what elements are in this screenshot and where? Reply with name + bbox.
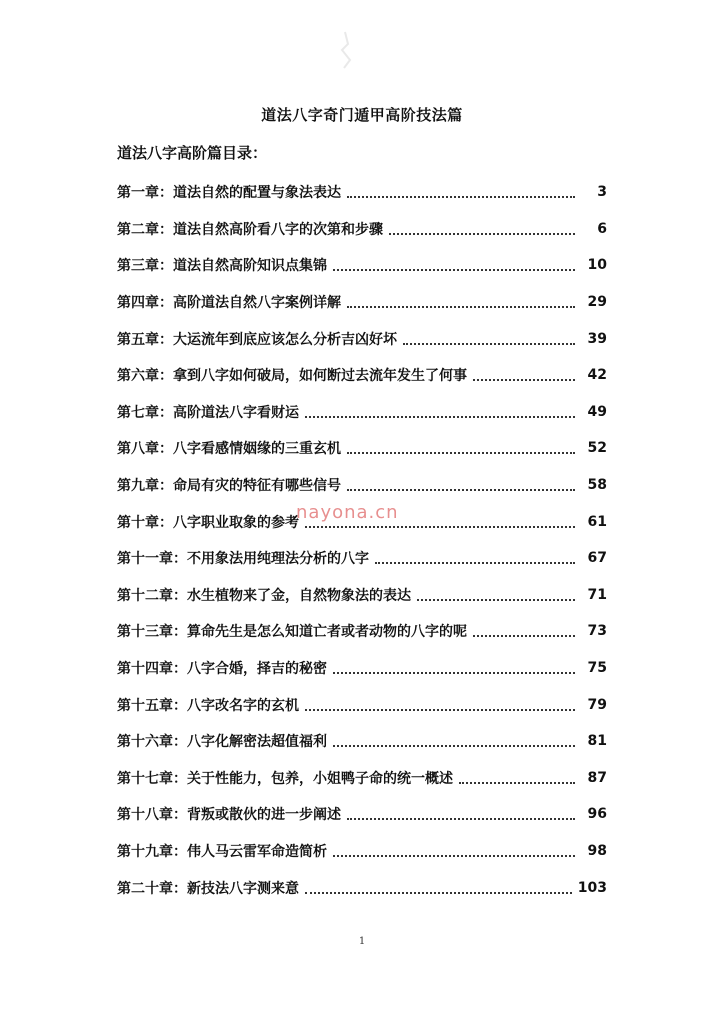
toc-chapter-label: 第十五章：	[117, 697, 187, 714]
toc-chapter-label: 第二十章：	[117, 880, 187, 897]
toc-chapter-title: 新技法八字测来意	[187, 880, 299, 897]
toc-chapter-title: 算命先生是怎么知道亡者或者动物的八字的呢	[187, 624, 467, 641]
toc-page-number: 87	[587, 769, 607, 786]
toc-entry[interactable]	[117, 320, 607, 357]
toc-chapter-label: 第十八章：	[117, 807, 187, 824]
toc-entry[interactable]	[117, 394, 607, 431]
toc-dot-leader	[459, 768, 575, 784]
toc-page-number: 61	[587, 513, 607, 530]
toc-page-number: 6	[597, 220, 607, 237]
toc-chapter-label: 第五章：	[117, 331, 173, 348]
toc-page-number: 98	[587, 842, 607, 859]
toc-entry[interactable]	[117, 613, 607, 650]
toc-chapter-title: 八字合婚，择吉的秘密	[187, 661, 327, 678]
toc-entry[interactable]	[117, 577, 607, 614]
toc-page-number: 96	[587, 806, 607, 823]
toc-dot-leader	[333, 658, 575, 674]
toc-dot-leader	[333, 841, 575, 857]
toc-chapter-label: 第十九章：	[117, 843, 187, 860]
toc-entry[interactable]	[117, 467, 607, 504]
toc-chapter-title: 八字改名字的玄机	[187, 697, 299, 714]
toc-page-number: 39	[587, 330, 607, 347]
toc-dot-leader	[305, 402, 575, 418]
toc-entry[interactable]	[117, 284, 607, 321]
toc-chapter-title: 道法自然高阶看八字的次第和步骤	[173, 221, 383, 238]
toc-chapter-title: 水生植物来了金，自然物象法的表达	[187, 587, 411, 604]
toc-page-number: 75	[587, 660, 607, 677]
toc-entry[interactable]	[117, 796, 607, 833]
toc-dot-leader	[375, 548, 575, 564]
toc-chapter-label: 第十一章：	[117, 551, 187, 568]
toc-chapter-label: 第六章：	[117, 368, 173, 385]
toc-chapter-label: 第二章：	[117, 221, 173, 238]
watermark-text: nayona.cn	[296, 502, 399, 523]
toc-chapter-label: 第十章：	[117, 514, 173, 531]
toc-chapter-title: 道法自然的配置与象法表达	[173, 185, 341, 202]
toc-chapter-title: 关于性能力，包养，小姐鸭子命的统一概述	[187, 770, 453, 787]
toc-page-number: 67	[587, 550, 607, 567]
toc-entry[interactable]	[117, 686, 607, 723]
toc-page-number: 49	[587, 403, 607, 420]
toc-chapter-label: 第九章：	[117, 478, 173, 495]
toc-entry[interactable]	[117, 174, 607, 211]
toc-entry[interactable]	[117, 723, 607, 760]
toc-dot-leader	[403, 329, 575, 345]
toc-dot-leader	[347, 804, 575, 820]
toc-chapter-title: 不用象法用纯理法分析的八字	[187, 551, 369, 568]
toc-chapter-title: 拿到八字如何破局，如何断过去流年发生了何事	[173, 368, 467, 385]
toc-page-number: 52	[587, 440, 607, 457]
toc-dot-leader	[347, 438, 575, 454]
toc-chapter-label: 第八章：	[117, 441, 173, 458]
toc-chapter-title: 八字化解密法超值福利	[187, 734, 327, 751]
toc-chapter-title: 大运流年到底应该怎么分析吉凶好坏	[173, 331, 397, 348]
toc-page-number: 73	[587, 623, 607, 640]
toc-entry[interactable]	[117, 833, 607, 870]
toc-heading: 道法八字高阶篇目录：	[117, 144, 268, 162]
toc-entry[interactable]	[117, 247, 607, 284]
toc-chapter-title: 伟人马云雷军命造简析	[187, 843, 327, 860]
toc-dot-leader	[389, 219, 575, 235]
toc-dot-leader	[347, 475, 575, 491]
toc-dot-leader	[347, 182, 575, 198]
toc-chapter-label: 第三章：	[117, 258, 173, 275]
toc-chapter-title: 背叛或散伙的进一步阐述	[187, 807, 341, 824]
toc-chapter-label: 第十三章：	[117, 624, 187, 641]
toc-dot-leader	[347, 292, 575, 308]
toc-page-number: 58	[587, 477, 607, 494]
table-of-contents	[117, 174, 607, 906]
toc-entry[interactable]	[117, 211, 607, 248]
toc-entry[interactable]	[117, 760, 607, 797]
toc-dot-leader	[333, 731, 575, 747]
toc-chapter-label: 第一章：	[117, 185, 173, 202]
toc-entry[interactable]	[117, 650, 607, 687]
toc-dot-leader	[473, 365, 575, 381]
toc-chapter-title: 命局有灾的特征有哪些信号	[173, 478, 341, 495]
toc-entry[interactable]	[117, 357, 607, 394]
toc-entry[interactable]	[117, 869, 607, 906]
toc-page-number: 3	[597, 184, 607, 201]
toc-dot-leader	[417, 585, 575, 601]
toc-chapter-title: 高阶道法自然八字案例详解	[173, 295, 341, 312]
toc-page-number: 29	[587, 294, 607, 311]
toc-chapter-label: 第四章：	[117, 295, 173, 312]
toc-page-number: 81	[587, 733, 607, 750]
toc-chapter-label: 第十六章：	[117, 734, 187, 751]
toc-chapter-title: 八字职业取象的参考	[173, 514, 299, 531]
toc-dot-leader	[333, 255, 575, 271]
toc-chapter-title: 八字看感情姻缘的三重玄机	[173, 441, 341, 458]
page-number: 1	[358, 936, 366, 947]
toc-chapter-title: 高阶道法八字看财运	[173, 404, 299, 421]
toc-chapter-label: 第十七章：	[117, 770, 187, 787]
toc-dot-leader	[305, 878, 572, 894]
document-title: 道法八字奇门遁甲高阶技法篇	[261, 106, 463, 124]
toc-page-number: 10	[587, 257, 607, 274]
toc-entry[interactable]	[117, 430, 607, 467]
toc-chapter-title: 道法自然高阶知识点集锦	[173, 258, 327, 275]
toc-entry[interactable]	[117, 540, 607, 577]
toc-page-number: 103	[577, 879, 607, 896]
toc-dot-leader	[473, 621, 575, 637]
toc-chapter-label: 第十二章：	[117, 587, 187, 604]
toc-dot-leader	[305, 695, 575, 711]
toc-page-number: 71	[587, 586, 607, 603]
toc-chapter-label: 第十四章：	[117, 661, 187, 678]
toc-chapter-label: 第七章：	[117, 404, 173, 421]
scan-smudge-icon	[330, 30, 360, 70]
toc-page-number: 79	[587, 696, 607, 713]
toc-page-number: 42	[587, 367, 607, 384]
